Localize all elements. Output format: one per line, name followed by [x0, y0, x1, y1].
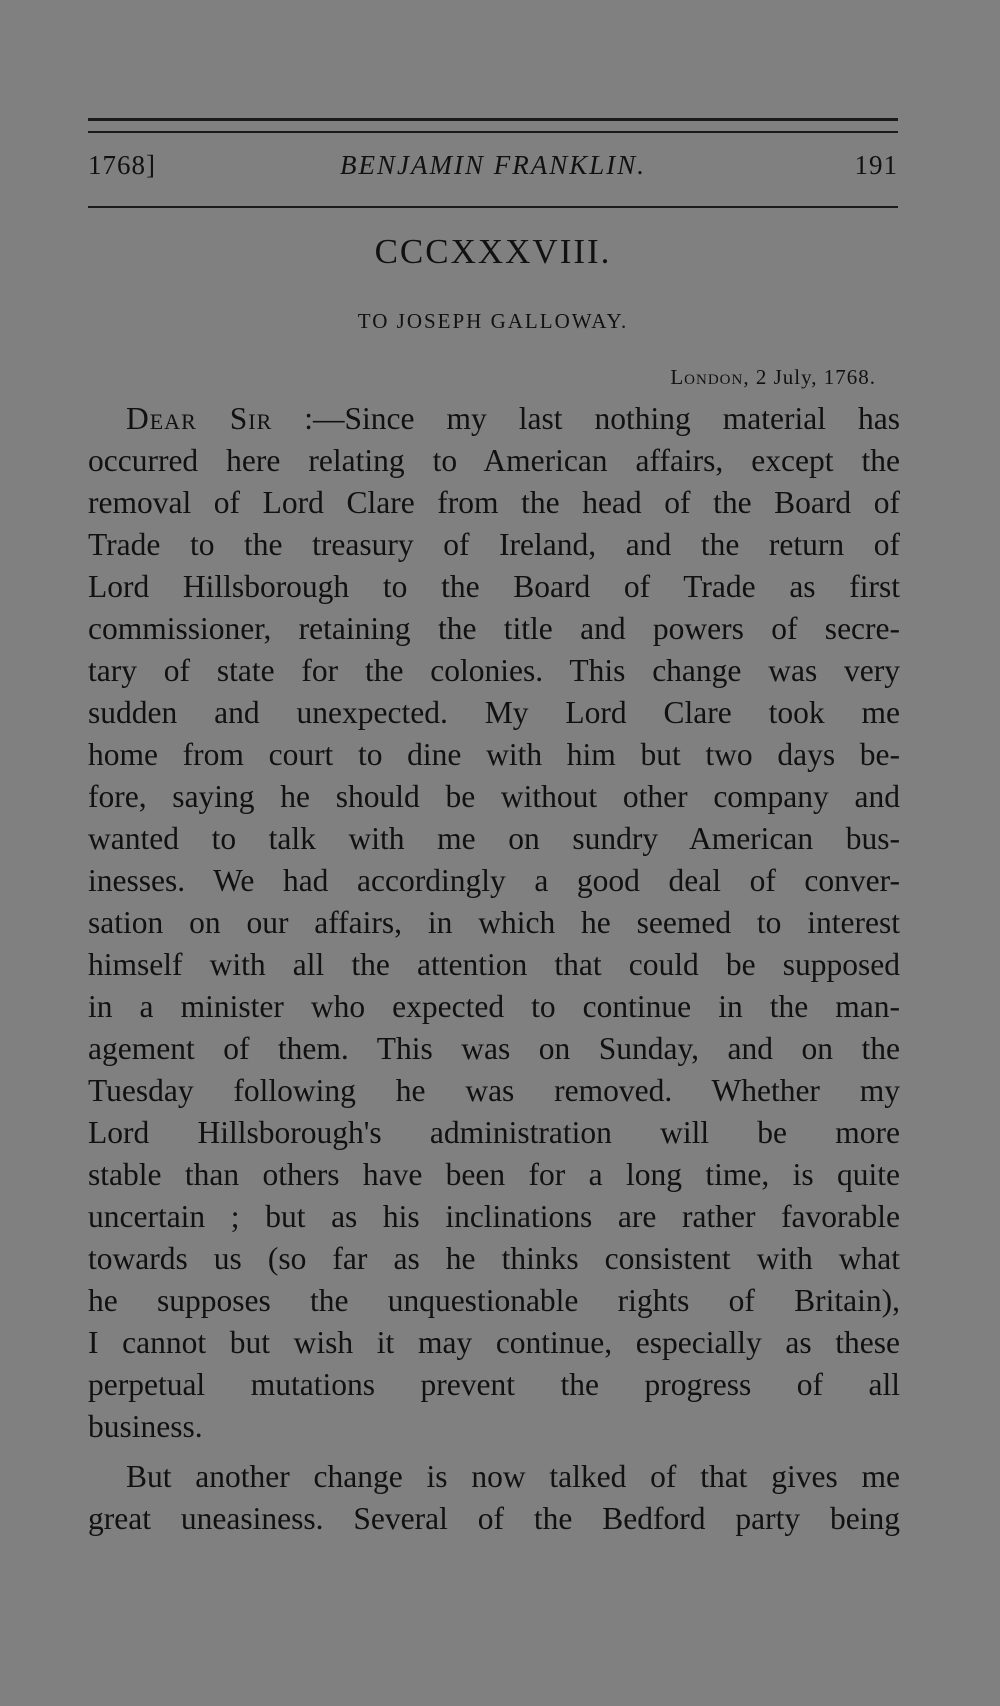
dateline: [88, 365, 876, 390]
top-rule-inner: [88, 131, 898, 133]
body-line: I cannot but wish it may continue, especially as these: [88, 1325, 900, 1360]
body-line: home from court to dine with him but two days be-: [88, 737, 900, 772]
body-line: sudden and unexpected. My Lord Clare took me: [88, 695, 900, 730]
body-line: he supposes the unquestionable rights of Britain),: [88, 1283, 900, 1318]
body-line: stable than others have been for a long time, is quite: [88, 1157, 900, 1192]
page-number: 191: [854, 150, 898, 180]
body-line: sation on our affairs, in which he seemed to interest: [88, 905, 900, 940]
paragraph-1: [88, 398, 900, 1448]
body-line: towards us (so far as he thinks consistent with what: [88, 1241, 900, 1276]
running-head-year: 1768]: [88, 150, 156, 180]
letter-number: CCCXXXVIII.: [374, 232, 612, 271]
body-line: Tuesday following he was removed. Whether my: [88, 1073, 900, 1108]
body-line: Lord Hillsborough to the Board of Trade as first: [88, 569, 900, 604]
paragraph-2: [88, 1456, 900, 1540]
header-rule: [88, 206, 898, 208]
body-line: tary of state for the colonies. This change was very: [88, 653, 900, 688]
body-line: perpetual mutations prevent the progress of all: [88, 1367, 900, 1402]
letter-recipient: TO JOSEPH GALLOWAY.: [357, 309, 629, 333]
body-line: agement of them. This was on Sunday, and on the: [88, 1031, 900, 1066]
body-line: Trade to the treasury of Ireland, and the return of: [88, 527, 900, 562]
body-line: uncertain ; but as his inclinations are rather favorable: [88, 1199, 900, 1234]
body-line: commissioner, retaining the title and powers of secre-: [88, 611, 900, 646]
body-line: in a minister who expected to continue in the man-: [88, 989, 900, 1024]
body-line: But another change is now talked of that gives me: [126, 1459, 900, 1494]
running-head-title: BENJAMIN FRANKLIN.: [340, 150, 646, 180]
body-line: himself with all the attention that could be supposed: [88, 947, 900, 982]
dateline-place: London,: [670, 365, 750, 389]
body-line: inesses. We had accordingly a good deal of conver-: [88, 863, 900, 898]
body-line-last: business.: [88, 1409, 203, 1444]
body-line: Dear Sir :—Since my last nothing material has: [126, 401, 900, 436]
body-line: wanted to talk with me on sundry American bus-: [88, 821, 900, 856]
body-line: great uneasiness. Several of the Bedford party being: [88, 1501, 900, 1536]
body-line: occurred here relating to American affairs, except the: [88, 443, 900, 478]
dateline-date: 2 July, 1768.: [755, 365, 876, 389]
salutation: Dear Sir: [126, 401, 273, 436]
letter-body: [88, 398, 900, 1540]
body-line: removal of Lord Clare from the head of the Board of: [88, 485, 900, 520]
body-line: Lord Hillsborough's administration will be more: [88, 1115, 900, 1150]
running-head: [88, 150, 898, 190]
top-rule: [88, 118, 898, 121]
body-line: fore, saying he should be without other company and: [88, 779, 900, 814]
